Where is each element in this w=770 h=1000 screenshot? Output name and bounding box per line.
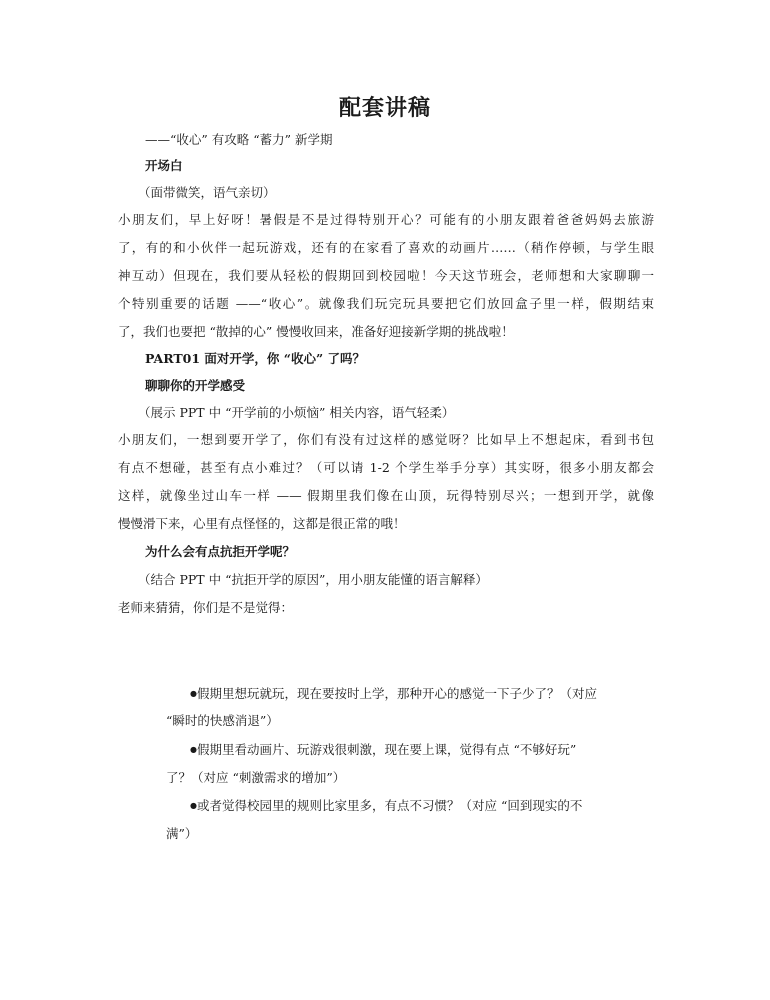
bullet-continuation: 满”） [166, 826, 198, 841]
paragraph-line: 了，有的和小伙伴一起玩游戏，还有的在家看了喜欢的动画片……（稍作停顿，与学生眼 [118, 240, 654, 255]
intro-line: 老师来猜猜，你们是不是觉得： [118, 600, 294, 615]
section-heading-part01: PART01 面对开学，你 “收心” 了吗？ [145, 351, 365, 366]
page-title: 配套讲稿 [338, 95, 431, 121]
bullet-dot-icon: ● [190, 745, 197, 754]
stage-direction: （展示 PPT 中 “开学前的小烦恼” 相关内容，语气轻柔） [138, 405, 455, 420]
bullet-dot-icon: ● [190, 689, 197, 698]
bullet-text: 或者觉得校园里的规则比家里多，有点不习惯？（对应 “回到现实的不 [196, 798, 583, 813]
subtitle: ——“收心” 有攻略 “蓄力” 新学期 [145, 132, 333, 147]
bullet-item [190, 686, 597, 702]
paragraph-line: 个特别重要的话题 ——“收心”。就像我们玩完玩具要把它们放回盒子里一样，假期结束 [118, 296, 654, 311]
section-heading-why: 为什么会有点抗拒开学呢？ [145, 544, 296, 559]
bullet-text: 假期里看动画片、玩游戏很刺激，现在要上课，觉得有点 “不够好玩” [196, 742, 577, 757]
section-heading-opening: 开场白 [145, 158, 183, 173]
bullet-text: 假期里想玩就玩，现在要按时上学，那种开心的感觉一下子少了？（对应 [196, 686, 597, 701]
paragraph-line: 神互动）但现在，我们要从轻松的假期回到校园啦！今天这节班会，老师想和大家聊聊一 [118, 268, 654, 283]
paragraph-line: 小朋友们，早上好呀！暑假是不是过得特别开心？可能有的小朋友跟着爸爸妈妈去旅游 [118, 212, 654, 227]
paragraph-line: 有点不想碰，甚至有点小难过？（可以请 1-2 个学生举手分享）其实呀，很多小朋友都会 [118, 460, 654, 475]
paragraph-line: 了，我们也要把 “散掉的心” 慢慢收回来，准备好迎接新学期的挑战啦！ [118, 324, 514, 339]
bullet-item [190, 798, 582, 814]
stage-direction: （结合 PPT 中 “抗拒开学的原因”，用小朋友能懂的语言解释） [138, 572, 488, 587]
bullet-continuation: 了？（对应 “刺激需求的增加”） [166, 770, 346, 785]
subheading-feelings: 聊聊你的开学感受 [145, 378, 246, 393]
paragraph-line: 这样，就像坐过山车一样 —— 假期里我们像在山顶，玩得特别尽兴；一想到开学，就像 [118, 488, 654, 503]
bullet-dot-icon: ● [190, 801, 197, 810]
stage-direction: （面带微笑，语气亲切） [138, 185, 276, 200]
bullet-item [190, 742, 576, 758]
paragraph-line: 小朋友们，一想到要开学了，你们有没有过这样的感觉呀？比如早上不想起床，看到书包 [118, 432, 654, 447]
bullet-continuation: “瞬时的快感消退”） [166, 713, 279, 728]
paragraph-line: 慢慢滑下来，心里有点怪怪的，这都是很正常的哦！ [118, 516, 406, 531]
